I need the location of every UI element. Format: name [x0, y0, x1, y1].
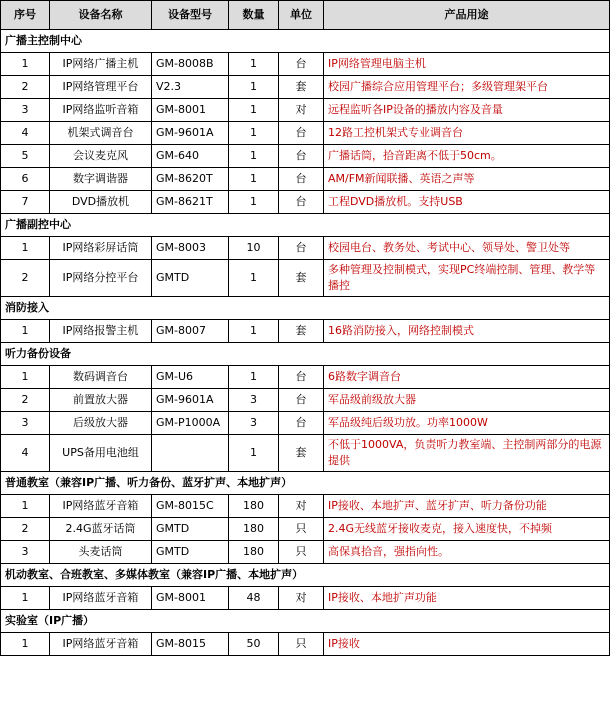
cell-qty: 1	[229, 435, 279, 472]
cell-no: 1	[1, 366, 50, 389]
cell-unit: 台	[279, 145, 324, 168]
cell-qty: 50	[229, 633, 279, 656]
table-row	[1, 99, 610, 122]
cell-unit: 对	[279, 587, 324, 610]
cell-name: 数码调音台	[50, 366, 152, 389]
section-title: 听力备份设备	[1, 343, 610, 366]
cell-model: V2.3	[152, 76, 229, 99]
cell-qty: 180	[229, 541, 279, 564]
cell-no: 4	[1, 122, 50, 145]
cell-model: GM-8001	[152, 99, 229, 122]
cell-unit: 台	[279, 191, 324, 214]
cell-use: 广播话筒，拾音距离不低于50cm。	[324, 145, 610, 168]
header-qty: 数量	[229, 1, 279, 30]
cell-use: 工程DVD播放机。支持USB	[324, 191, 610, 214]
cell-model: GM-P1000A	[152, 412, 229, 435]
cell-name: 数字调谐器	[50, 168, 152, 191]
cell-qty: 1	[229, 260, 279, 297]
cell-qty: 1	[229, 191, 279, 214]
cell-no: 3	[1, 99, 50, 122]
cell-qty: 1	[229, 53, 279, 76]
cell-name: 头麦话筒	[50, 541, 152, 564]
cell-model: GM-640	[152, 145, 229, 168]
cell-model: GMTD	[152, 541, 229, 564]
cell-use: 12路工控机架式专业调音台	[324, 122, 610, 145]
table-row	[1, 53, 610, 76]
cell-use: 6路数字调音台	[324, 366, 610, 389]
cell-qty: 3	[229, 412, 279, 435]
cell-use: IP网络管理电脑主机	[324, 53, 610, 76]
table-row	[1, 412, 610, 435]
cell-unit: 只	[279, 518, 324, 541]
section-header-row	[1, 343, 610, 366]
cell-unit: 套	[279, 260, 324, 297]
cell-name: IP网络蓝牙音箱	[50, 587, 152, 610]
header-use: 产品用途	[324, 1, 610, 30]
cell-no: 2	[1, 76, 50, 99]
cell-unit: 只	[279, 541, 324, 564]
cell-qty: 3	[229, 389, 279, 412]
table-row	[1, 122, 610, 145]
cell-name: IP网络彩屏话筒	[50, 237, 152, 260]
cell-name: IP网络报警主机	[50, 320, 152, 343]
table-row	[1, 389, 610, 412]
cell-qty: 1	[229, 366, 279, 389]
cell-qty: 1	[229, 320, 279, 343]
table-row	[1, 541, 610, 564]
cell-qty: 1	[229, 145, 279, 168]
section-header-row	[1, 30, 610, 53]
cell-unit: 台	[279, 168, 324, 191]
cell-unit: 台	[279, 53, 324, 76]
cell-name: 会议麦克风	[50, 145, 152, 168]
cell-no: 7	[1, 191, 50, 214]
cell-model: GMTD	[152, 260, 229, 297]
table-row	[1, 145, 610, 168]
table-row	[1, 320, 610, 343]
header-row	[1, 1, 610, 30]
cell-name: IP网络广播主机	[50, 53, 152, 76]
cell-name: IP网络蓝牙音箱	[50, 633, 152, 656]
section-title: 普通教室（兼容IP广播、听力备份、蓝牙扩声、本地扩声）	[1, 472, 610, 495]
cell-name: IP网络监听音箱	[50, 99, 152, 122]
cell-use: 校园广播综合应用管理平台；多级管理架平台	[324, 76, 610, 99]
cell-no: 1	[1, 587, 50, 610]
cell-unit: 台	[279, 237, 324, 260]
section-header-row	[1, 214, 610, 237]
cell-model	[152, 435, 229, 472]
cell-use: IP接收	[324, 633, 610, 656]
cell-model: GM-8621T	[152, 191, 229, 214]
cell-qty: 180	[229, 495, 279, 518]
cell-no: 1	[1, 633, 50, 656]
cell-use: IP接收、本地扩声功能	[324, 587, 610, 610]
table-row	[1, 237, 610, 260]
section-header-row	[1, 297, 610, 320]
table-row	[1, 633, 610, 656]
table-row	[1, 435, 610, 472]
section-header-row	[1, 564, 610, 587]
header-no: 序号	[1, 1, 50, 30]
cell-model: GM-8007	[152, 320, 229, 343]
cell-no: 1	[1, 495, 50, 518]
cell-model: GMTD	[152, 518, 229, 541]
cell-qty: 1	[229, 168, 279, 191]
cell-no: 2	[1, 389, 50, 412]
cell-use: AM/FM新闻联播、英语之声等	[324, 168, 610, 191]
cell-name: IP网络蓝牙音箱	[50, 495, 152, 518]
cell-qty: 1	[229, 99, 279, 122]
cell-no: 1	[1, 320, 50, 343]
cell-qty: 1	[229, 76, 279, 99]
cell-use: 军品级前级放大器	[324, 389, 610, 412]
header-unit: 单位	[279, 1, 324, 30]
section-title: 消防接入	[1, 297, 610, 320]
cell-name: 机架式调音台	[50, 122, 152, 145]
table-row	[1, 76, 610, 99]
cell-name: 2.4G蓝牙话筒	[50, 518, 152, 541]
section-header-row	[1, 610, 610, 633]
section-title: 实验室（IP广播）	[1, 610, 610, 633]
table-row	[1, 191, 610, 214]
cell-use: 16路消防接入，网络控制模式	[324, 320, 610, 343]
cell-qty: 48	[229, 587, 279, 610]
cell-unit: 台	[279, 122, 324, 145]
cell-unit: 台	[279, 389, 324, 412]
section-title: 机动教室、合班教室、多媒体教室（兼容IP广播、本地扩声）	[1, 564, 610, 587]
cell-name: IP网络管理平台	[50, 76, 152, 99]
cell-no: 2	[1, 260, 50, 297]
cell-use: 高保真拾音，强指向性。	[324, 541, 610, 564]
cell-name: 后级放大器	[50, 412, 152, 435]
cell-use: 多种管理及控制模式，实现PC终端控制、管理、教学等播控	[324, 260, 610, 297]
cell-no: 1	[1, 53, 50, 76]
cell-qty: 180	[229, 518, 279, 541]
cell-unit: 台	[279, 366, 324, 389]
table-row	[1, 366, 610, 389]
cell-qty: 10	[229, 237, 279, 260]
cell-name: IP网络分控平台	[50, 260, 152, 297]
cell-use: 远程监听各IP设备的播放内容及音量	[324, 99, 610, 122]
cell-use: 不低于1000VA，负责听力教室端、主控制两部分的电源提供	[324, 435, 610, 472]
table-header	[1, 1, 610, 30]
cell-use: 军品级纯后级功放。功率1000W	[324, 412, 610, 435]
cell-no: 3	[1, 412, 50, 435]
cell-no: 5	[1, 145, 50, 168]
cell-unit: 台	[279, 412, 324, 435]
cell-model: GM-8015	[152, 633, 229, 656]
header-model: 设备型号	[152, 1, 229, 30]
cell-no: 6	[1, 168, 50, 191]
cell-unit: 套	[279, 435, 324, 472]
table-row	[1, 518, 610, 541]
section-title: 广播主控制中心	[1, 30, 610, 53]
header-name: 设备名称	[50, 1, 152, 30]
table-row	[1, 495, 610, 518]
cell-model: GM-8001	[152, 587, 229, 610]
cell-use: 校园电台、教务处、考试中心、领导处、警卫处等	[324, 237, 610, 260]
cell-no: 3	[1, 541, 50, 564]
cell-qty: 1	[229, 122, 279, 145]
cell-no: 2	[1, 518, 50, 541]
section-title: 广播副控中心	[1, 214, 610, 237]
cell-unit: 对	[279, 99, 324, 122]
section-header-row	[1, 472, 610, 495]
cell-model: GM-8620T	[152, 168, 229, 191]
cell-name: UPS备用电池组	[50, 435, 152, 472]
cell-model: GM-8015C	[152, 495, 229, 518]
table-row	[1, 168, 610, 191]
cell-use: 2.4G无线蓝牙接收麦克，接入速度快，不掉频	[324, 518, 610, 541]
table-row	[1, 260, 610, 297]
table-body	[1, 30, 610, 656]
cell-model: GM-9601A	[152, 389, 229, 412]
cell-unit: 只	[279, 633, 324, 656]
cell-name: 前置放大器	[50, 389, 152, 412]
cell-unit: 套	[279, 320, 324, 343]
cell-unit: 对	[279, 495, 324, 518]
cell-no: 1	[1, 237, 50, 260]
table-row	[1, 587, 610, 610]
cell-name: DVD播放机	[50, 191, 152, 214]
cell-use: IP接收、本地扩声、蓝牙扩声、听力备份功能	[324, 495, 610, 518]
cell-model: GM-U6	[152, 366, 229, 389]
cell-unit: 套	[279, 76, 324, 99]
cell-model: GM-8008B	[152, 53, 229, 76]
cell-model: GM-8003	[152, 237, 229, 260]
cell-no: 4	[1, 435, 50, 472]
cell-model: GM-9601A	[152, 122, 229, 145]
